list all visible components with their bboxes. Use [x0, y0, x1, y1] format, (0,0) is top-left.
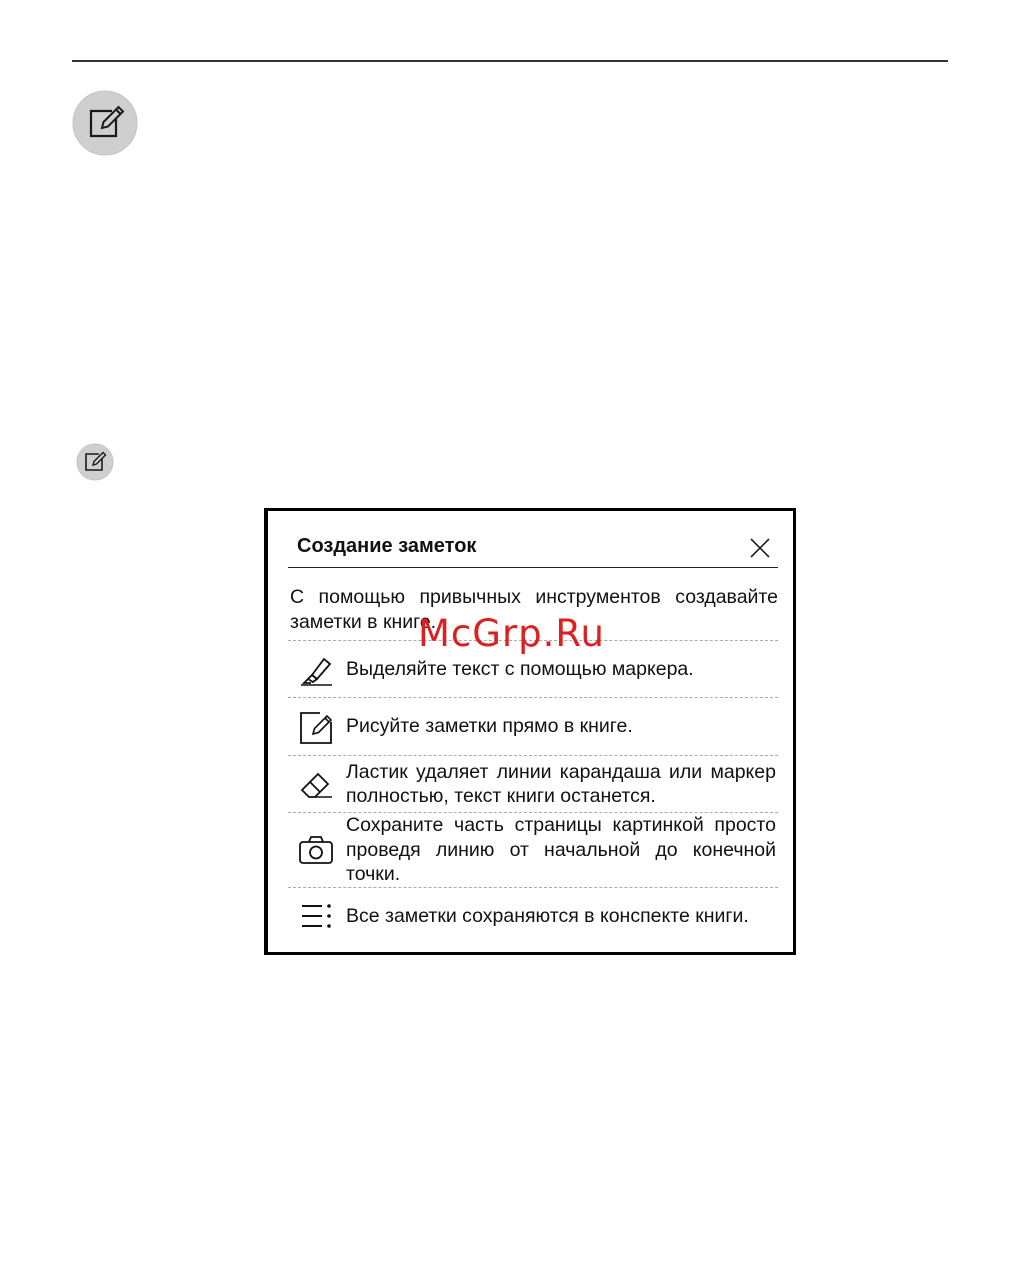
camera-icon — [298, 832, 334, 868]
watermark: McGrp.Ru — [418, 612, 605, 655]
create-notes-dialog — [264, 508, 796, 955]
feature-pencil — [288, 698, 778, 756]
feature-text: Сохраните часть страницы картинкой просто проведя линию от начальной до конечной точки. — [346, 814, 776, 886]
close-icon[interactable] — [748, 536, 772, 560]
notes-list-icon — [298, 898, 334, 934]
eraser-icon — [298, 766, 334, 802]
feature-snapshot — [288, 813, 778, 888]
dialog-title: Создание заметок — [297, 535, 477, 557]
pencil-note-icon — [298, 709, 334, 745]
feature-text: Выделяйте текст с помощью маркера. — [346, 657, 694, 680]
marker-icon — [298, 651, 334, 687]
header-rule — [72, 60, 948, 62]
feature-text: Ластик удаляет линии карандаша или маркер полностью, текст книги останется. — [346, 760, 776, 807]
note-edit-icon — [72, 90, 138, 156]
feature-text: Все заметки сохраняются в конспекте книги. — [346, 904, 749, 927]
dialog-header — [288, 529, 778, 568]
note-edit-small-icon — [76, 443, 114, 481]
feature-text: Рисуйте заметки прямо в книге. — [346, 715, 633, 738]
feature-notes — [288, 888, 778, 944]
feature-eraser — [288, 756, 778, 813]
intro-text: С помощью привычных инструментов создавайте заметки в книге. — [288, 573, 778, 641]
